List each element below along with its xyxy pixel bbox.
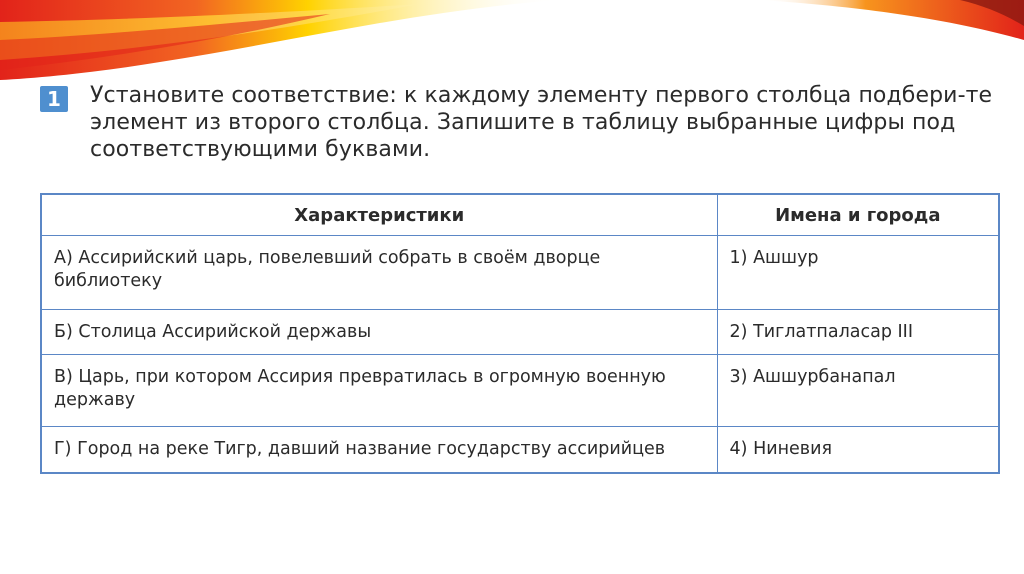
characteristic-cell: В) Царь, при котором Ассирия превратилась в огромную военную державу (41, 355, 717, 427)
answer-cell: 2) Тиглатпаласар III (717, 310, 999, 355)
table-row (41, 236, 999, 310)
answer-cell: 1) Ашшур (717, 236, 999, 310)
task-number-badge: 1 (40, 86, 68, 112)
header-characteristics: Характеристики (41, 194, 717, 236)
table-row (41, 310, 999, 355)
characteristic-cell: Г) Город на реке Тигр, давший название государству ассирийцев (41, 427, 717, 473)
answer-cell: 3) Ашшурбанапал (717, 355, 999, 427)
task-instruction: Установите соответствие: к каждому элементу первого столбца подбери-те элемент из второго столбца. Запишите в таблицу выбранные цифры под соответствующими буквами. (90, 83, 993, 162)
matching-table (40, 193, 1000, 474)
header-names-cities: Имена и города (717, 194, 999, 236)
answer-cell: 4) Ниневия (717, 427, 999, 473)
table-header-row (41, 194, 999, 236)
table-row (41, 427, 999, 473)
characteristic-cell: Б) Столица Ассирийской державы (41, 310, 717, 355)
characteristic-cell: А) Ассирийский царь, повелевший собрать в своём дворце библиотеку (41, 236, 717, 310)
table-row (41, 355, 999, 427)
